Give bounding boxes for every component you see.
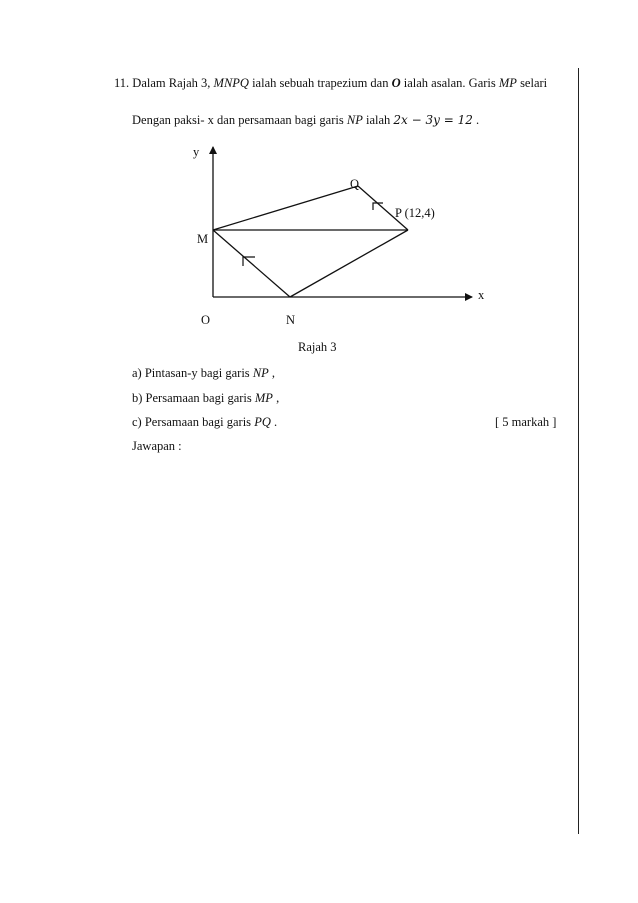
- question-text: selari: [516, 76, 548, 90]
- line-equation: 2x − 3y = 12: [393, 113, 473, 127]
- question-text: Dalam Rajah 3,: [132, 76, 214, 90]
- question-text: Dengan paksi- x dan persamaan bagi garis: [132, 113, 347, 127]
- part-text: ,: [268, 366, 276, 380]
- origin-label: O: [201, 313, 211, 327]
- part-text: a) Pintasan-y bagi garis: [132, 366, 253, 380]
- side-MQ: [213, 186, 358, 230]
- origin-name: O: [391, 76, 401, 90]
- line-name: NP: [252, 366, 269, 380]
- part-a: [132, 366, 275, 381]
- diagram-caption: Rajah 3: [298, 340, 337, 354]
- side-MN: [213, 230, 290, 297]
- point-P-label: P (12,4): [395, 206, 435, 220]
- part-text: .: [270, 415, 278, 429]
- x-axis-label: x: [478, 288, 485, 302]
- part-b: [132, 391, 279, 406]
- line-name: PQ: [254, 415, 271, 429]
- line-name: NP: [346, 113, 363, 127]
- trapezium-name: MNPQ: [213, 76, 249, 90]
- question-text: ialah sebuah trapezium dan: [248, 76, 392, 90]
- line-name: MP: [498, 76, 517, 90]
- question-number: 11.: [114, 76, 130, 90]
- part-text: c) Persamaan bagi garis: [132, 415, 255, 429]
- question-text: ialah: [362, 113, 394, 127]
- line-name: MP: [254, 391, 273, 405]
- point-Q-label: Q: [350, 177, 360, 191]
- side-NP: [290, 230, 408, 297]
- part-text: b) Persamaan bagi garis: [132, 391, 255, 405]
- point-N-label: N: [286, 313, 296, 327]
- part-c: [132, 415, 277, 430]
- part-text: ,: [272, 391, 280, 405]
- question-text: ialah asalan. Garis: [400, 76, 499, 90]
- question-text: .: [472, 113, 480, 127]
- marks-label: [ 5 markah ]: [495, 415, 557, 429]
- answer-label: Jawapan :: [132, 439, 182, 453]
- y-axis-label: y: [193, 145, 200, 159]
- point-M-label: M: [197, 232, 209, 246]
